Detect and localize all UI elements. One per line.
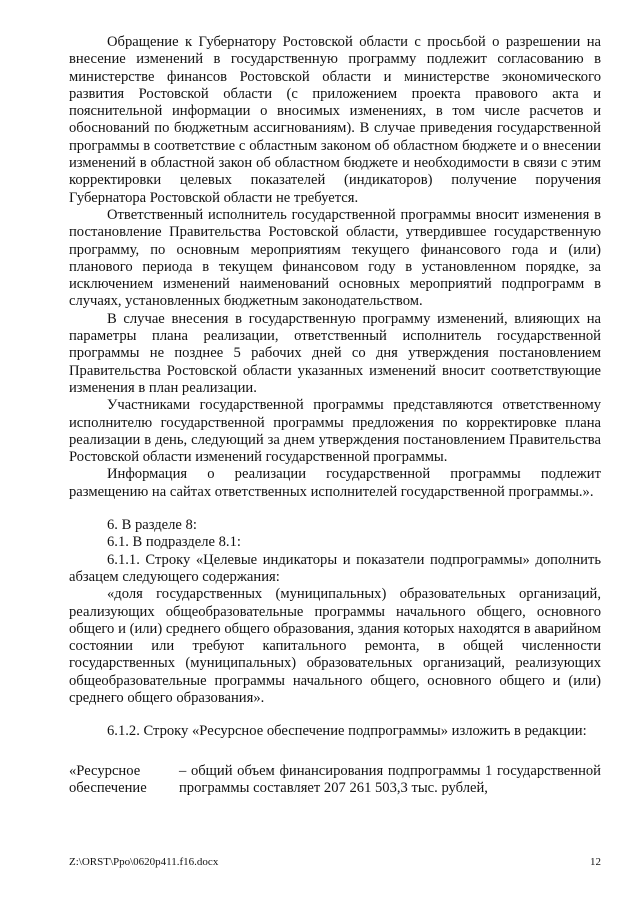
paragraph-approval: Обращение к Губернатору Ростовской области с просьбой о разрешении на внесение изменений в государственную программу подлежит согласованию в министерстве финансов Ростовской области и министерстве экономического развития Ростовской области (с приложением проекта правового акта и пояснительной информации о вносимых изменениях, в том числе расчетов и обоснований по бюджетным ассигнованиям). В случае приведения государственной программы в соответствие с областным законом об областном бюджете и о внесении изменений в областной закон об областном бюджете и необходимости в связи с этим корректировки целевых показателей (индикаторов) получение поручения Губернатора Ростовской области не требуется. <box>69 34 601 206</box>
resource-table-row <box>69 763 601 798</box>
spacer <box>69 741 601 763</box>
section-item-6-1-2: 6.1.2. Строку «Ресурсное обеспечение подпрограммы» изложить в редакции: <box>107 723 587 740</box>
paragraph-responsible-executor: Ответственный исполнитель государственной программы вносит изменения в постановление Правительства Ростовской области, утвердившее государственную программу, по основным мероприятиям текущего финансового года и (или) планового периода в текущем финансовом году в установленном порядке, за исключением изменений наименований основных мероприятий подпрограмм в случаях, установленных бюджетным законодательством. <box>69 206 601 310</box>
page-number: 12 <box>590 856 601 868</box>
section-item-6-1: 6.1. В подразделе 8.1: <box>107 534 241 551</box>
file-path: Z:\ORST\Ppo\0620p411.f16.docx <box>69 856 219 868</box>
section-item-6: 6. В разделе 8: <box>107 517 197 534</box>
resource-dash: – <box>179 762 187 779</box>
spacer <box>69 501 601 517</box>
resource-label: «Ресурсное обеспечение <box>69 762 147 796</box>
paragraph-participants: Участниками государственной программы представляются ответственному исполнителю государственной программы предложения по корректировке плана реализации в день, следующий за днем утверждения постановлением Правительства Ростовской области изменений государственной программы. <box>69 397 601 466</box>
quoted-indicator-text: «доля государственных (муниципальных) образовательных организаций, реализующих общеобразовательные программы начального общего, основного общего и (или) среднего общего образования, здания которых находятся в аварийном состоянии или требуют капитального ремонта, в общей численности государственных (муниципальных) образовательных организаций, реализующих общеобразовательные программы начального общего, основного общего и (или) среднего общего образования». <box>69 586 601 706</box>
page-footer <box>69 856 601 868</box>
resource-description <box>179 763 601 798</box>
paragraph-information: Информация о реализации государственной программы подлежит размещению на сайтах ответственных исполнителей государственной программы.». <box>69 466 601 500</box>
spacer <box>69 707 601 723</box>
paragraph-plan-changes: В случае внесения в государственную программу изменений, влияющих на параметры плана реализации, ответственный исполнитель государственной программы не позднее 5 рабочих дней со дня утверждения постановлением Правительства Ростовской области указанных изменений вносит соответствующие изменения в план реализации. <box>69 310 601 396</box>
section-item-6-1-1: 6.1.1. Строку «Целевые индикаторы и показатели подпрограммы» дополнить абзацем следующего содержания: <box>69 551 601 585</box>
document-body <box>69 34 601 797</box>
resource-text: общий объем финансирования подпрограммы 1 государственной программы составляет 207 261 503,3 тыс. рублей, <box>179 762 601 796</box>
